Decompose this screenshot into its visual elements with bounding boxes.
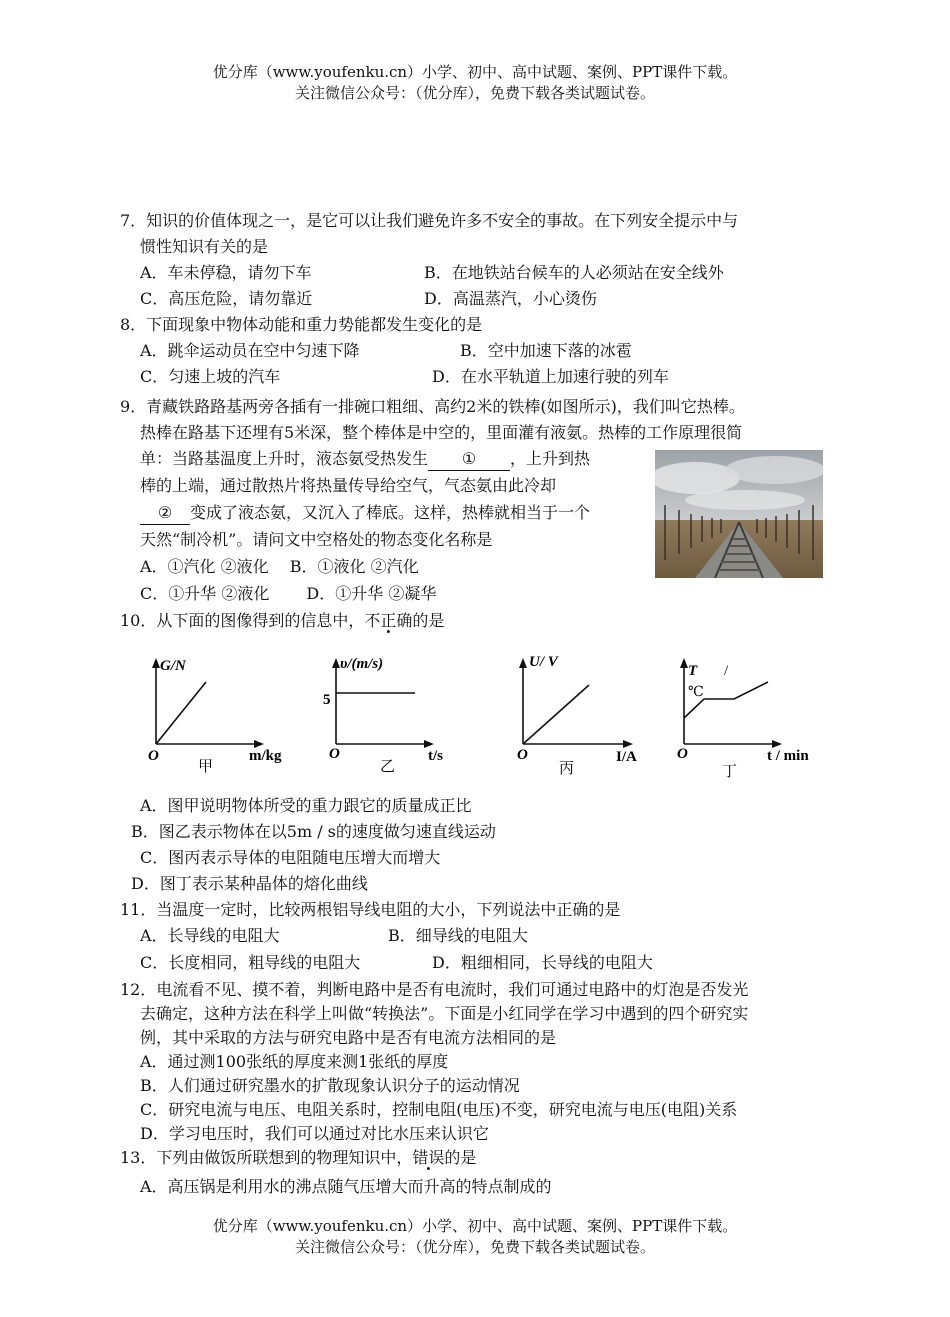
q12-stem-2: 去确定，这种方法在科学上叫做“转换法”。下面是小红同学在学习中遇到的四个研究实 — [140, 1004, 749, 1023]
q10-stem-a: 10．从下面的图像得到的信息中， — [120, 611, 365, 630]
header-line-2: 关注微信公众号：（优分库），免费下载各类试题试卷。 — [294, 84, 655, 102]
q8-option-d: D．在水平轨道上加速行驶的列车 — [432, 367, 669, 386]
q13-stem-b: 的是 — [444, 1148, 477, 1167]
graph-yi-y-arrow — [332, 658, 340, 668]
q8-option-a: A．跳伞运动员在空中匀速下降 — [140, 341, 360, 360]
railway-heat-rod-photo — [655, 450, 823, 578]
graph-ding-ylabel-slash: / — [724, 663, 729, 679]
graph-jia-ylabel: G/N — [160, 658, 186, 674]
footer-line-2: 关注微信公众号：（优分库），免费下载各类试题试卷。 — [294, 1238, 655, 1256]
q10-stem-b: 的是 — [412, 611, 445, 630]
q10-stem-emphasis: 不正确 — [364, 611, 413, 630]
q9-stem-3 — [140, 448, 590, 471]
q13-stem — [120, 1147, 476, 1169]
q13-stem-a: 13．下列由做饭所联想到的物理知识中， — [120, 1148, 413, 1167]
graph-yi-x-arrow — [424, 740, 434, 748]
q9-stem-5b: 变成了液态氨，又沉入了棒底。这样，热棒就相当于一个 — [190, 503, 591, 522]
graph-bing-x-arrow — [623, 740, 633, 748]
q10-option-c: C．图丙表示导体的电阻随电压增大而增大 — [140, 848, 441, 867]
q9-stem-1: 9．青藏铁路路基两旁各插有一排碗口粗细、高约2米的铁棒(如图所示)，我们叫它热棒。 — [120, 397, 745, 416]
footer-line-1: 优分库（www.youfenku.cn）小学、初中、高中试题、案例、PPT课件下载。 — [212, 1217, 738, 1235]
graph-yi-ylabel: υ/(m/s) — [340, 656, 384, 672]
q12-stem-1: 12．电流看不见、摸不着，判断电路中是否有电流时，我们可通过电路中的灯泡是否发光 — [120, 980, 749, 999]
graph-ding-ylabel: T — [688, 663, 698, 679]
q7-stem-2: 惯性知识有关的是 — [140, 237, 269, 256]
q12-option-a: A．通过测100张纸的厚度来测1张纸的厚度 — [140, 1052, 449, 1071]
q7-stem-1: 7．知识的价值体现之一，是它可以让我们避免许多不安全的事故。在下列安全提示中与 — [120, 211, 739, 230]
graph-bing-xlabel: I/A — [616, 749, 637, 765]
q9-options-ab: A．①汽化 ②液化 B．①液化 ②汽化 — [140, 557, 419, 576]
graph-yi-ymark: 5 — [323, 692, 331, 708]
q12-stem-3: 例，其中采取的方法与研究电路中是否有电流方法相同的是 — [140, 1028, 557, 1047]
page-header — [0, 62, 950, 104]
graph-yi-xlabel: t/s — [428, 748, 443, 764]
q8-option-c: C．匀速上坡的汽车 — [140, 367, 281, 386]
q12-option-b: B．人们通过研究墨水的扩散现象认识分子的运动情况 — [140, 1076, 520, 1095]
q9-stem-3b: ，上升到热 — [510, 449, 591, 468]
graph-ding-y-arrow — [680, 658, 688, 668]
q11-option-b: B．细导线的电阻大 — [388, 926, 528, 945]
graph-bing-origin: O — [517, 747, 528, 763]
graph-bing-ylabel: U/ V — [529, 654, 558, 670]
q9-stem-6: 天然“制冷机”。请问文中空格处的物态变化名称是 — [140, 530, 493, 549]
q9-stem-4: 棒的上端，通过散热片将热量传导给空气，气态氨由此冷却 — [140, 476, 557, 495]
graph-ding-origin: O — [677, 746, 688, 762]
graph-bing-name: 丙 — [559, 761, 575, 777]
q9-blank-2: ② — [140, 502, 190, 525]
q12-option-d: D．学习电压时，我们可以通过对比水压来认识它 — [140, 1124, 489, 1143]
q10-option-b: B．图乙表示物体在以5m / s的速度做匀速直线运动 — [131, 822, 496, 841]
graph-jia-origin: O — [148, 748, 159, 764]
q7-option-a: A．车未停稳，请勿下车 — [140, 263, 312, 282]
q9-stem-2: 热棒在路基下还埋有5米深，整个棒体是中空的，里面灌有液氨。热棒的工作原理很简 — [140, 423, 743, 442]
graph-yi — [322, 648, 462, 780]
q10-stem — [120, 610, 444, 632]
graph-ding-name: 丁 — [722, 764, 738, 780]
q10-option-a: A．图甲说明物体所受的重力跟它的质量成正比 — [140, 796, 472, 815]
q9-stem-3a: 单：当路基温度上升时，液态氨受热发生 — [140, 449, 429, 468]
q7-option-b: B．在地铁站台候车的人必须站在安全线外 — [424, 263, 724, 282]
q13-stem-emphasis: 错误 — [412, 1148, 445, 1167]
graph-yi-name: 乙 — [380, 759, 396, 775]
q11-option-d: D．粗细相同，长导线的电阻大 — [432, 953, 653, 972]
q8-stem: 8．下面现象中物体动能和重力势能都发生变化的是 — [120, 315, 483, 334]
q12-option-c: C．研究电流与电压、电阻关系时，控制电阻(电压)不变，研究电流与电压(电阻)关系 — [140, 1100, 738, 1119]
q11-option-c: C．长度相同，粗导线的电阻大 — [140, 953, 361, 972]
q9-blank-1: ① — [428, 448, 510, 471]
graph-jia-name: 甲 — [198, 759, 214, 775]
graph-yi-origin: O — [329, 746, 340, 762]
page-footer — [0, 1216, 950, 1258]
q9-options-cd: C．①升华 ②液化 D．①升华 ②凝华 — [140, 584, 437, 603]
graph-jia — [140, 648, 300, 780]
graph-jia-xlabel: m/kg — [249, 748, 282, 764]
q10-option-d: D．图丁表示某种晶体的熔化曲线 — [131, 874, 368, 893]
header-line-1: 优分库（www.youfenku.cn）小学、初中、高中试题、案例、PPT课件下载。 — [212, 63, 738, 81]
graph-jia-line — [156, 682, 206, 744]
graph-bing — [509, 648, 659, 780]
graph-jia-y-arrow — [152, 658, 160, 668]
q7-option-d: D．高温蒸汽，小心烫伤 — [424, 289, 597, 308]
q11-stem: 11．当温度一定时，比较两根铝导线电阻的大小，下列说法中正确的是 — [120, 900, 621, 919]
q13-option-a: A．高压锅是利用水的沸点随气压增大而升高的特点制成的 — [140, 1177, 552, 1196]
graph-ding-x-arrow — [772, 740, 782, 748]
graph-bing-y-arrow — [519, 658, 527, 668]
graph-ding — [670, 648, 835, 780]
q8-option-b: B．空中加速下落的冰雹 — [460, 341, 632, 360]
graph-ding-xlabel: t / min — [767, 748, 809, 764]
q11-option-a: A．长导线的电阻大 — [140, 926, 280, 945]
q7-option-c: C．高压危险，请勿靠近 — [140, 289, 313, 308]
graph-bing-line — [523, 685, 589, 744]
graph-jia-x-arrow — [254, 740, 264, 748]
graph-ding-ylabel-unit: ℃ — [688, 685, 704, 700]
q9-stem-5 — [140, 502, 590, 525]
